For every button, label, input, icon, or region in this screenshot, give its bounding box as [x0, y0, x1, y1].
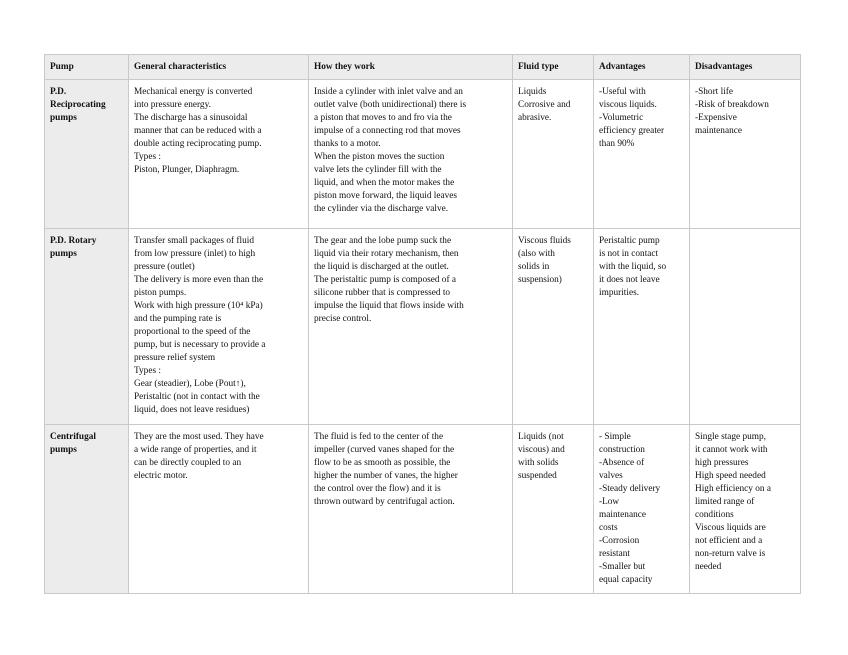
cell-text-line: limited range of [695, 497, 755, 507]
cell-text-line: The delivery is more even than the [134, 275, 264, 285]
cell-text-line: a wide range of properties, and it [134, 445, 257, 455]
cell-text-line: Viscous fluids [518, 236, 571, 246]
cell-text-line: -Corrosion [599, 536, 640, 546]
cell-text-line: costs [599, 523, 618, 533]
cell-text-line: suspension) [518, 275, 562, 285]
cell-text-line: non-return valve is [695, 549, 766, 559]
cell-text-line: pumps [50, 113, 77, 123]
how-they-work-cell [309, 80, 513, 229]
cell-text-line: piston move forward, the liquid leaves [314, 191, 458, 201]
cell-text-line: Inside a cylinder with inlet valve and an [314, 87, 463, 97]
fluid-type-cell [513, 80, 594, 229]
fluid-type-cell [513, 229, 594, 425]
cell-text-line: high pressures [695, 458, 749, 468]
cell-text-line: from low pressure (inlet) to high [134, 249, 256, 259]
advantages-cell [594, 80, 690, 229]
cell-text-line: They are the most used. They have [134, 432, 264, 442]
cell-text-line: The fluid is fed to the center of the [314, 432, 444, 442]
pump-name-cell [45, 425, 129, 594]
cell-text-line: -Short life [695, 87, 733, 97]
cell-text-line: valve lets the cylinder fill with the [314, 165, 442, 175]
cell-text-line: double acting reciprocating pump. [134, 139, 262, 149]
cell-text-line: thanks to a motor. [314, 139, 381, 149]
cell-text-line: impulse of a connecting rod that moves [314, 126, 461, 136]
cell-text-line: precise control. [314, 314, 372, 324]
cell-text-line: impulse the liquid that flows inside with [314, 301, 464, 311]
cell-text-line: viscous liquids. [599, 100, 657, 110]
advantages-cell [594, 425, 690, 594]
cell-text-line: Single stage pump, [695, 432, 767, 442]
cell-text-line: Centrifugal [50, 432, 96, 442]
cell-text-line: not efficient and a [695, 536, 763, 546]
cell-text-line: Peristaltic pump [599, 236, 660, 246]
cell-text-line: impurities. [599, 288, 640, 298]
cell-text-line: silicone rubber that is compressed to [314, 288, 451, 298]
cell-text-line: liquid via their rotary mechanism, then [314, 249, 459, 259]
disadvantages-cell [690, 425, 801, 594]
header-general-characteristics: General characteristics [129, 55, 309, 80]
cell-text-line: liquid, does not leave residues) [134, 405, 250, 415]
cell-text-line: When the piston moves the suction [314, 152, 445, 162]
table-row [45, 229, 801, 425]
header-pump: Pump [45, 55, 129, 80]
cell-text-line: into pressure energy. [134, 100, 211, 110]
cell-text-line: - Simple [599, 432, 631, 442]
table-row [45, 80, 801, 229]
cell-text-line: Transfer small packages of fluid [134, 236, 254, 246]
cell-text-line: construction [599, 445, 645, 455]
cell-text-line: equal capacity [599, 575, 653, 585]
cell-text-line: conditions [695, 510, 734, 520]
pump-name-cell [45, 80, 129, 229]
cell-text-line: it cannot work with [695, 445, 768, 455]
cell-text-line: impeller (curved vanes shaped for the [314, 445, 455, 455]
cell-text-line: pressure (outlet) [134, 262, 195, 272]
how-they-work-cell [309, 229, 513, 425]
general-characteristics-cell [129, 80, 309, 229]
cell-text-line: Viscous liquids are [695, 523, 766, 533]
cell-text-line: The gear and the lobe pump suck the [314, 236, 452, 246]
header-disadvantages: Disadvantages [690, 55, 801, 80]
cell-text-line: with the liquid, so [599, 262, 667, 272]
header-how-they-work: How they work [309, 55, 513, 80]
header-row [45, 55, 801, 80]
cell-text-line: pumps [50, 445, 77, 455]
cell-text-line: is not in contact [599, 249, 659, 259]
table-row [45, 425, 801, 594]
cell-text-line: needed [695, 562, 722, 572]
cell-text-line: Types : [134, 366, 161, 376]
cell-text-line: High efficiency on a [695, 484, 771, 494]
general-characteristics-cell [129, 229, 309, 425]
cell-text-line: a piston that moves to and fro via the [314, 113, 452, 123]
cell-text-line: with solids [518, 458, 559, 468]
cell-text-line: the control over the flow) and it is [314, 484, 441, 494]
cell-text-line: Peristaltic (not in contact with the [134, 392, 260, 402]
cell-text-line: piston pumps. [134, 288, 187, 298]
header-fluid-type: Fluid type [513, 55, 594, 80]
advantages-cell [594, 229, 690, 425]
cell-text-line: solids in [518, 262, 550, 272]
cell-text-line: -Steady delivery [599, 484, 661, 494]
cell-text-line: High speed needed [695, 471, 766, 481]
cell-text-line: manner that can be reduced with a [134, 126, 262, 136]
cell-text-line: proportional to the speed of the [134, 327, 251, 337]
cell-text-line: Reciprocating [50, 100, 106, 110]
cell-text-line: -Risk of breakdown [695, 100, 769, 110]
cell-text-line: pump, but is necessary to provide a [134, 340, 266, 350]
cell-text-line: the cylinder via the discharge valve. [314, 204, 449, 214]
cell-text-line: suspended [518, 471, 557, 481]
cell-text-line: valves [599, 471, 623, 481]
pump-name-cell [45, 229, 129, 425]
cell-text-line: Liquids (not [518, 432, 564, 442]
cell-text-line: The peristaltic pump is composed of a [314, 275, 456, 285]
cell-text-line: -Low [599, 497, 620, 507]
cell-text-line: P.D. Rotary [50, 236, 97, 246]
cell-text-line: -Smaller but [599, 562, 646, 572]
cell-text-line: outlet valve (both unidirectional) there is [314, 100, 467, 110]
cell-text-line: Work with high pressure (10⁴ kPa) [134, 301, 263, 311]
cell-text-line: the liquid is discharged at the outlet. [314, 262, 449, 272]
cell-text-line: thrown outward by centrifugal action. [314, 497, 455, 507]
cell-text-line: abrasive. [518, 113, 552, 123]
how-they-work-cell [309, 425, 513, 594]
cell-text-line: higher the number of vanes, the higher [314, 471, 458, 481]
cell-text-line: Gear (steadier), Lobe (Pout↑), [134, 379, 246, 389]
fluid-type-cell [513, 425, 594, 594]
cell-text-line: maintenance [599, 510, 646, 520]
cell-text-line: liquid, and when the motor makes the [314, 178, 455, 188]
cell-text-line: electric motor. [134, 471, 188, 481]
header-advantages: Advantages [594, 55, 690, 80]
cell-text-line: -Volumetric [599, 113, 644, 123]
cell-text-line: Liquids [518, 87, 547, 97]
cell-text-line: Piston, Plunger, Diaphragm. [134, 165, 240, 175]
cell-text-line: -Absence of [599, 458, 645, 468]
cell-text-line: it does not leave [599, 275, 660, 285]
cell-text-line: Mechanical energy is converted [134, 87, 253, 97]
pump-comparison-table [44, 54, 801, 594]
cell-text-line: can be directly coupled to an [134, 458, 242, 468]
cell-text-line: The discharge has a sinusoidal [134, 113, 248, 123]
cell-text-line: flow to be as smooth as possible, the [314, 458, 451, 468]
cell-text-line: viscous) and [518, 445, 565, 455]
cell-text-line: Types : [134, 152, 161, 162]
cell-text-line: maintenance [695, 126, 742, 136]
cell-text-line: Corrosive and [518, 100, 571, 110]
cell-text-line: efficiency greater [599, 126, 665, 136]
cell-text-line: -Expensive [695, 113, 737, 123]
general-characteristics-cell [129, 425, 309, 594]
cell-text-line: resistant [599, 549, 630, 559]
cell-text-line: pumps [50, 249, 77, 259]
cell-text-line: than 90% [599, 139, 635, 149]
cell-text-line: and the pumping rate is [134, 314, 222, 324]
cell-text-line: P.D. [50, 87, 67, 97]
cell-text-line: (also with [518, 249, 555, 259]
cell-text-line: -Useful with [599, 87, 646, 97]
disadvantages-cell [690, 229, 801, 425]
cell-text-line: pressure relief system [134, 353, 216, 363]
disadvantages-cell [690, 80, 801, 229]
